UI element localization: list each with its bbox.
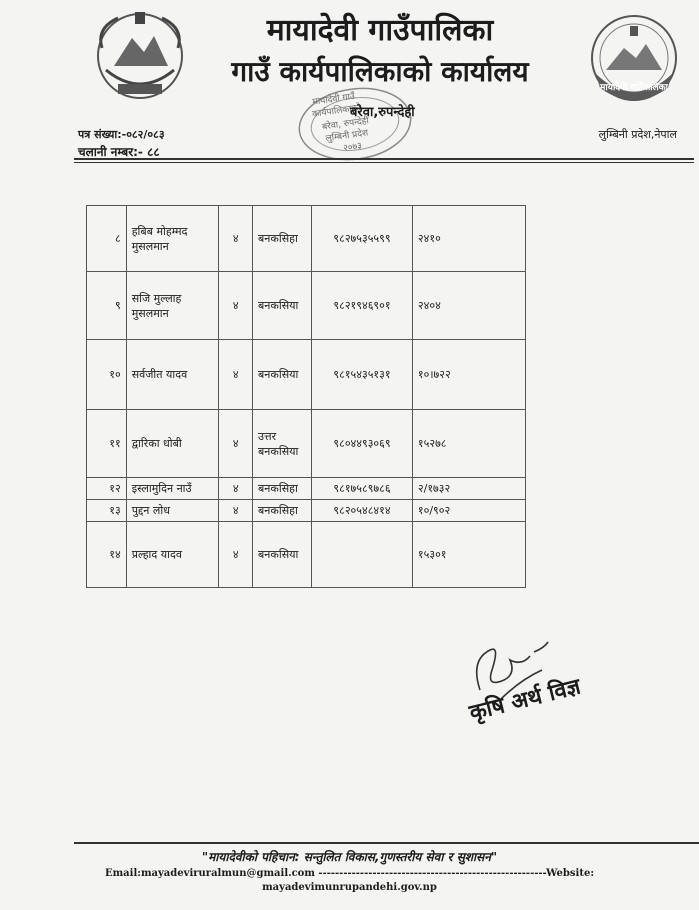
phone-cell: ९८२०५४८४१४ (312, 500, 413, 522)
serial-cell: १० (87, 340, 127, 410)
table-row (87, 500, 526, 522)
province-label: लुम्बिनी प्रदेश,नेपाल (598, 128, 677, 141)
phone-cell (312, 522, 413, 588)
dispatch-number: चलानी नम्बर:- ८८ (78, 145, 160, 159)
footer-contact: Email:mayadeviruralmun@gmail.com -------------------------------------------------------Website: (104, 868, 595, 879)
ward-cell: ४ (219, 410, 253, 478)
municipality-logo-text: मायादेवी गाउँपालिका (600, 83, 668, 93)
name-cell: प्रल्हाद यादव (126, 522, 219, 588)
id-cell: १५३०१ (412, 522, 525, 588)
phone-cell: ९८१५४३५१३१ (312, 340, 413, 410)
municipality-logo (584, 14, 684, 106)
name-cell: पुद्दन लोध (126, 500, 219, 522)
name-cell: द्वारिका धोबी (126, 410, 219, 478)
serial-cell: ११ (87, 410, 127, 478)
address-cell: उत्तर बनकसिया (253, 410, 312, 478)
office-stamp (291, 78, 418, 170)
table-row (87, 478, 526, 500)
beneficiary-table (86, 205, 526, 588)
letter-number: पत्र संख्या:-०८२/०८३ (78, 128, 165, 141)
address-cell: बनकसिया (253, 272, 312, 340)
address-cell: बनकसिया (253, 522, 312, 588)
address-cell: बनकसिहा (253, 478, 312, 500)
ward-cell: ४ (219, 478, 253, 500)
name-cell: सजि मुल्लाह मुसलमान (126, 272, 219, 340)
phone-cell: ९८०४४९३०६९ (312, 410, 413, 478)
header-divider (74, 158, 694, 160)
office-location: बरेवा,रुपन्देही (350, 105, 415, 120)
phone-cell: ९८२१९४६९०१ (312, 272, 413, 340)
table-row (87, 340, 526, 410)
stamp-line: मायादेवी गाउँ (311, 91, 356, 108)
table-row (87, 206, 526, 272)
stamp-line: लुम्बिनी प्रदेश (325, 128, 369, 145)
id-cell: २४१० (412, 206, 525, 272)
header-divider-thin (74, 162, 694, 163)
serial-cell: १४ (87, 522, 127, 588)
stamp-line: २०७३ (342, 141, 363, 154)
name-cell: इस्लामुदिन नाउँ (126, 478, 219, 500)
office-subtitle: गाउँ कार्यपालिकाको कार्यालय (231, 55, 529, 88)
serial-cell: १३ (87, 500, 127, 522)
ward-cell: ४ (219, 500, 253, 522)
phone-cell: ९८२७५३५५९९ (312, 206, 413, 272)
footer-website: mayadevimunrupandehi.gov.np (262, 882, 437, 893)
serial-cell: ८ (87, 206, 127, 272)
ward-cell: ४ (219, 206, 253, 272)
signature-title: कृषि अर्थ विज्ञ (466, 674, 584, 727)
stamp-line: बरेवा, रुपन्देही (321, 116, 370, 133)
address-cell: बनकसिहा (253, 500, 312, 522)
nepal-emblem-logo (88, 8, 192, 108)
table-row (87, 522, 526, 588)
table-row (87, 410, 526, 478)
ward-cell: ४ (219, 340, 253, 410)
name-cell: हबिब मोहम्मद मुसलमान (126, 206, 219, 272)
footer-divider (74, 842, 699, 844)
id-cell: २/१७३२ (412, 478, 525, 500)
serial-cell: १२ (87, 478, 127, 500)
address-cell: बनकसिहा (253, 206, 312, 272)
footer-motto: "मायादेवीको पहिचान: सन्तुलित विकास,गुणस्तरीय सेवा र सुशासन" (201, 850, 498, 864)
id-cell: १५२७८ (412, 410, 525, 478)
id-cell: २४०४ (412, 272, 525, 340)
stamp-line: कार्यपालिकाको (311, 103, 362, 120)
ward-cell: ४ (219, 522, 253, 588)
id-cell: १०/९०२ (412, 500, 525, 522)
serial-cell: ९ (87, 272, 127, 340)
name-cell: सर्वजीत यादव (126, 340, 219, 410)
phone-cell: ९८१७५८९७८६ (312, 478, 413, 500)
table-row (87, 272, 526, 340)
office-title: मायादेवी गाउँपालिका (266, 13, 494, 48)
ward-cell: ४ (219, 272, 253, 340)
address-cell: बनकसिया (253, 340, 312, 410)
id-cell: १०।७२२ (412, 340, 525, 410)
